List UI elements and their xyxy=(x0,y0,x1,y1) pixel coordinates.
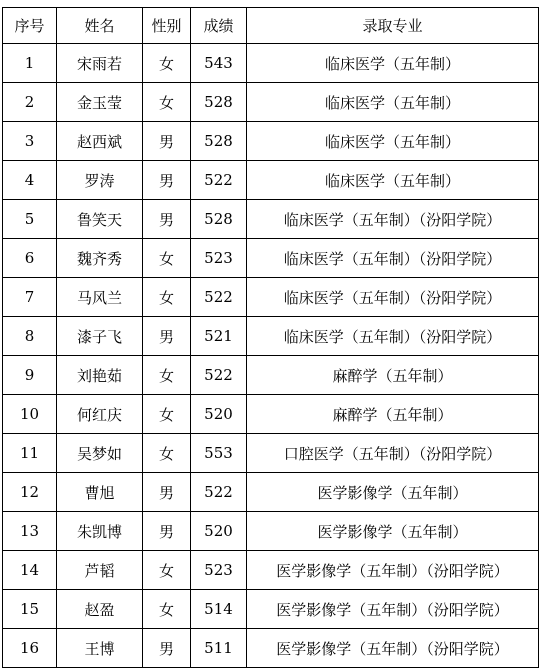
cell-score: 511 xyxy=(191,629,247,668)
table-row xyxy=(3,356,539,395)
cell-major: 医学影像学（五年制）（汾阳学院） xyxy=(247,551,539,590)
cell-major: 麻醉学（五年制） xyxy=(247,395,539,434)
cell-gender: 女 xyxy=(143,278,191,317)
table-row xyxy=(3,629,539,668)
cell-score: 523 xyxy=(191,239,247,278)
cell-score: 528 xyxy=(191,200,247,239)
cell-major: 临床医学（五年制） xyxy=(247,83,539,122)
cell-gender: 男 xyxy=(143,161,191,200)
header-index: 序号 xyxy=(3,8,57,44)
cell-name: 曹旭 xyxy=(57,473,143,512)
cell-gender: 女 xyxy=(143,83,191,122)
cell-index: 1 xyxy=(3,44,57,83)
cell-name: 吴梦如 xyxy=(57,434,143,473)
cell-index: 13 xyxy=(3,512,57,551)
cell-name: 金玉莹 xyxy=(57,83,143,122)
cell-name: 漆子飞 xyxy=(57,317,143,356)
cell-score: 523 xyxy=(191,551,247,590)
cell-name: 朱凯博 xyxy=(57,512,143,551)
cell-name: 何红庆 xyxy=(57,395,143,434)
cell-major: 临床医学（五年制） xyxy=(247,122,539,161)
table-row xyxy=(3,590,539,629)
header-name: 姓名 xyxy=(57,8,143,44)
cell-name: 鲁笑天 xyxy=(57,200,143,239)
header-gender: 性别 xyxy=(143,8,191,44)
cell-index: 10 xyxy=(3,395,57,434)
cell-gender: 女 xyxy=(143,356,191,395)
cell-index: 2 xyxy=(3,83,57,122)
cell-gender: 女 xyxy=(143,590,191,629)
cell-index: 12 xyxy=(3,473,57,512)
cell-major: 临床医学（五年制） xyxy=(247,161,539,200)
cell-major: 医学影像学（五年制） xyxy=(247,473,539,512)
table-row xyxy=(3,551,539,590)
cell-major: 临床医学（五年制） xyxy=(247,44,539,83)
cell-index: 14 xyxy=(3,551,57,590)
header-score: 成绩 xyxy=(191,8,247,44)
cell-name: 马风兰 xyxy=(57,278,143,317)
cell-name: 赵西斌 xyxy=(57,122,143,161)
table-row xyxy=(3,161,539,200)
cell-index: 5 xyxy=(3,200,57,239)
cell-major: 医学影像学（五年制） xyxy=(247,512,539,551)
cell-index: 9 xyxy=(3,356,57,395)
cell-gender: 男 xyxy=(143,200,191,239)
cell-score: 528 xyxy=(191,83,247,122)
cell-name: 罗涛 xyxy=(57,161,143,200)
cell-index: 15 xyxy=(3,590,57,629)
cell-name: 芦韬 xyxy=(57,551,143,590)
cell-score: 514 xyxy=(191,590,247,629)
cell-score: 522 xyxy=(191,161,247,200)
cell-index: 16 xyxy=(3,629,57,668)
cell-name: 魏齐秀 xyxy=(57,239,143,278)
table-row xyxy=(3,122,539,161)
cell-major: 临床医学（五年制）（汾阳学院） xyxy=(247,317,539,356)
cell-score: 520 xyxy=(191,395,247,434)
table-header xyxy=(3,8,539,44)
cell-score: 528 xyxy=(191,122,247,161)
cell-index: 7 xyxy=(3,278,57,317)
cell-name: 赵盈 xyxy=(57,590,143,629)
cell-score: 521 xyxy=(191,317,247,356)
header-major: 录取专业 xyxy=(247,8,539,44)
table-body xyxy=(3,44,539,668)
table-row xyxy=(3,434,539,473)
table-row xyxy=(3,278,539,317)
cell-index: 11 xyxy=(3,434,57,473)
cell-major: 麻醉学（五年制） xyxy=(247,356,539,395)
cell-gender: 女 xyxy=(143,44,191,83)
cell-major: 临床医学（五年制）（汾阳学院） xyxy=(247,239,539,278)
table-row xyxy=(3,512,539,551)
cell-score: 522 xyxy=(191,278,247,317)
cell-index: 6 xyxy=(3,239,57,278)
cell-gender: 男 xyxy=(143,317,191,356)
cell-major: 医学影像学（五年制）（汾阳学院） xyxy=(247,629,539,668)
table-row xyxy=(3,239,539,278)
cell-score: 522 xyxy=(191,356,247,395)
table-row xyxy=(3,473,539,512)
cell-gender: 女 xyxy=(143,239,191,278)
cell-name: 王博 xyxy=(57,629,143,668)
cell-name: 刘艳茹 xyxy=(57,356,143,395)
table-row xyxy=(3,317,539,356)
table-row xyxy=(3,44,539,83)
cell-score: 520 xyxy=(191,512,247,551)
cell-major: 临床医学（五年制）（汾阳学院） xyxy=(247,200,539,239)
cell-score: 522 xyxy=(191,473,247,512)
cell-index: 4 xyxy=(3,161,57,200)
cell-score: 553 xyxy=(191,434,247,473)
cell-score: 543 xyxy=(191,44,247,83)
cell-index: 8 xyxy=(3,317,57,356)
cell-gender: 男 xyxy=(143,512,191,551)
cell-gender: 女 xyxy=(143,434,191,473)
cell-gender: 女 xyxy=(143,395,191,434)
admission-table xyxy=(2,7,539,668)
cell-name: 宋雨若 xyxy=(57,44,143,83)
table-row xyxy=(3,395,539,434)
cell-gender: 女 xyxy=(143,551,191,590)
cell-gender: 男 xyxy=(143,473,191,512)
table-row xyxy=(3,200,539,239)
header-row xyxy=(3,8,539,44)
cell-index: 3 xyxy=(3,122,57,161)
cell-major: 临床医学（五年制）（汾阳学院） xyxy=(247,278,539,317)
cell-gender: 男 xyxy=(143,629,191,668)
cell-gender: 男 xyxy=(143,122,191,161)
cell-major: 口腔医学（五年制）（汾阳学院） xyxy=(247,434,539,473)
table-row xyxy=(3,83,539,122)
cell-major: 医学影像学（五年制）（汾阳学院） xyxy=(247,590,539,629)
